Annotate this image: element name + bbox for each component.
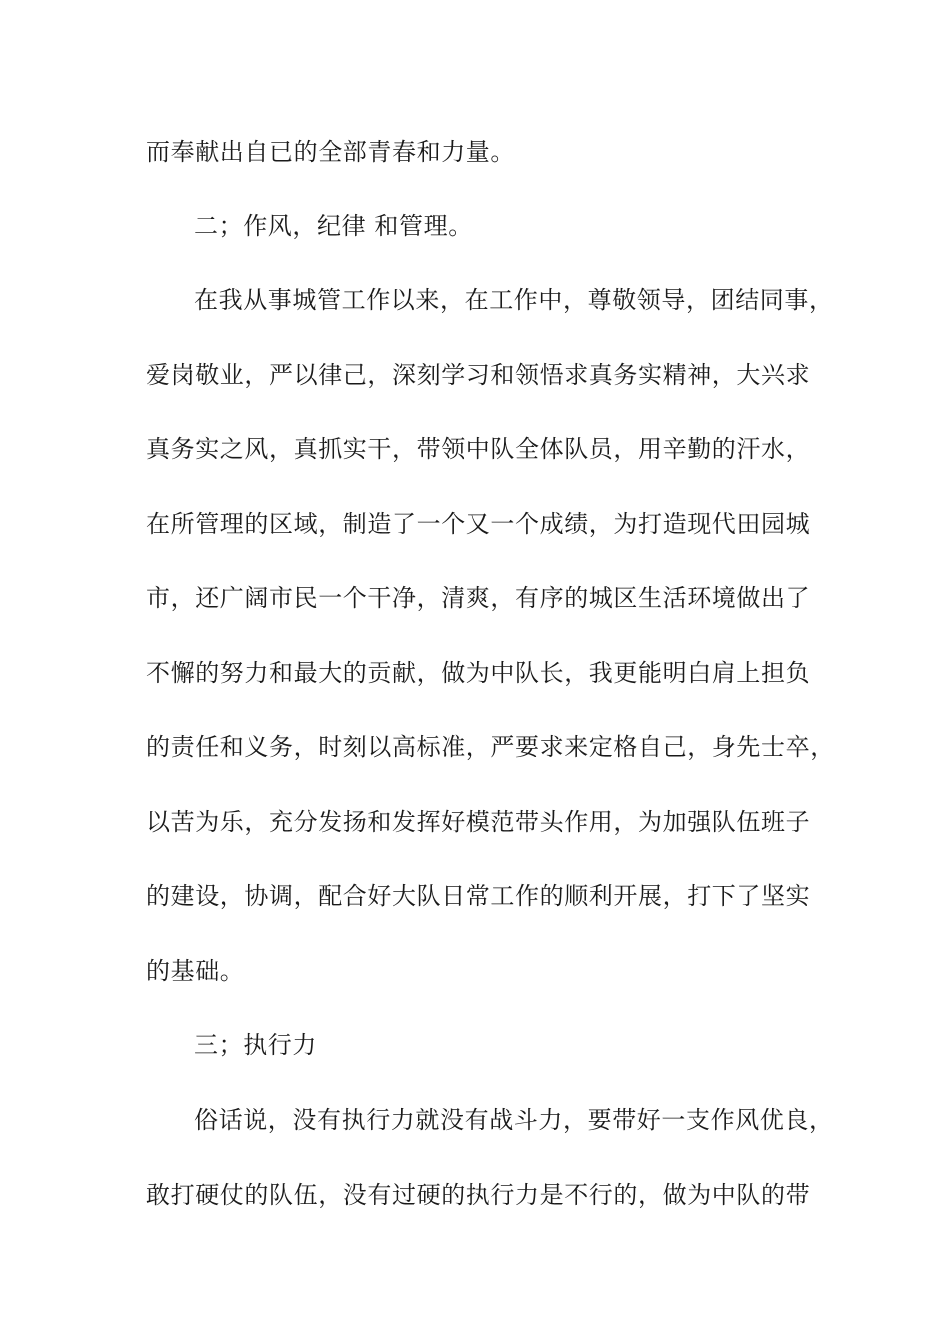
paragraph-first-line: 在我从事城管工作以来，在工作中，尊敬领导，团结同事，	[194, 286, 834, 314]
text-line: 爱岗敬业，严以律己，深刻学习和领悟求真务实精神，大兴求	[146, 361, 811, 389]
text-line: 的责任和义务，时刻以高标准，严要求来定格自己，身先士卒，	[146, 733, 835, 761]
text-line: 以苦为乐，充分发扬和发挥好模范带头作用，为加强队伍班子	[146, 808, 811, 836]
text-line: 而奉献出自已的全部青春和力量。	[146, 138, 515, 166]
text-line: 的建设，协调，配合好大队日常工作的顺利开展，打下了坚实	[146, 882, 811, 910]
section-heading: 二；作风，纪律 和管理。	[194, 212, 473, 240]
section-heading: 三；执行力	[194, 1031, 317, 1059]
text-line: 敢打硬仗的队伍，没有过硬的执行力是不行的，做为中队的带	[146, 1181, 811, 1209]
text-line: 不懈的努力和最大的贡献，做为中队长，我更能明白肩上担负	[146, 659, 811, 687]
text-line: 的基础。	[146, 957, 245, 985]
text-line: 在所管理的区域，制造了一个又一个成绩，为打造现代田园城	[146, 510, 811, 538]
text-line: 市，还广阔市民一个干净，清爽，有序的城区生活环境做出了	[146, 584, 811, 612]
paragraph-first-line: 俗话说，没有执行力就没有战斗力，要带好一支作风优良，	[194, 1106, 834, 1134]
text-line: 真务实之风，真抓实干，带领中队全体队员，用辛勤的汗水，	[146, 435, 811, 463]
